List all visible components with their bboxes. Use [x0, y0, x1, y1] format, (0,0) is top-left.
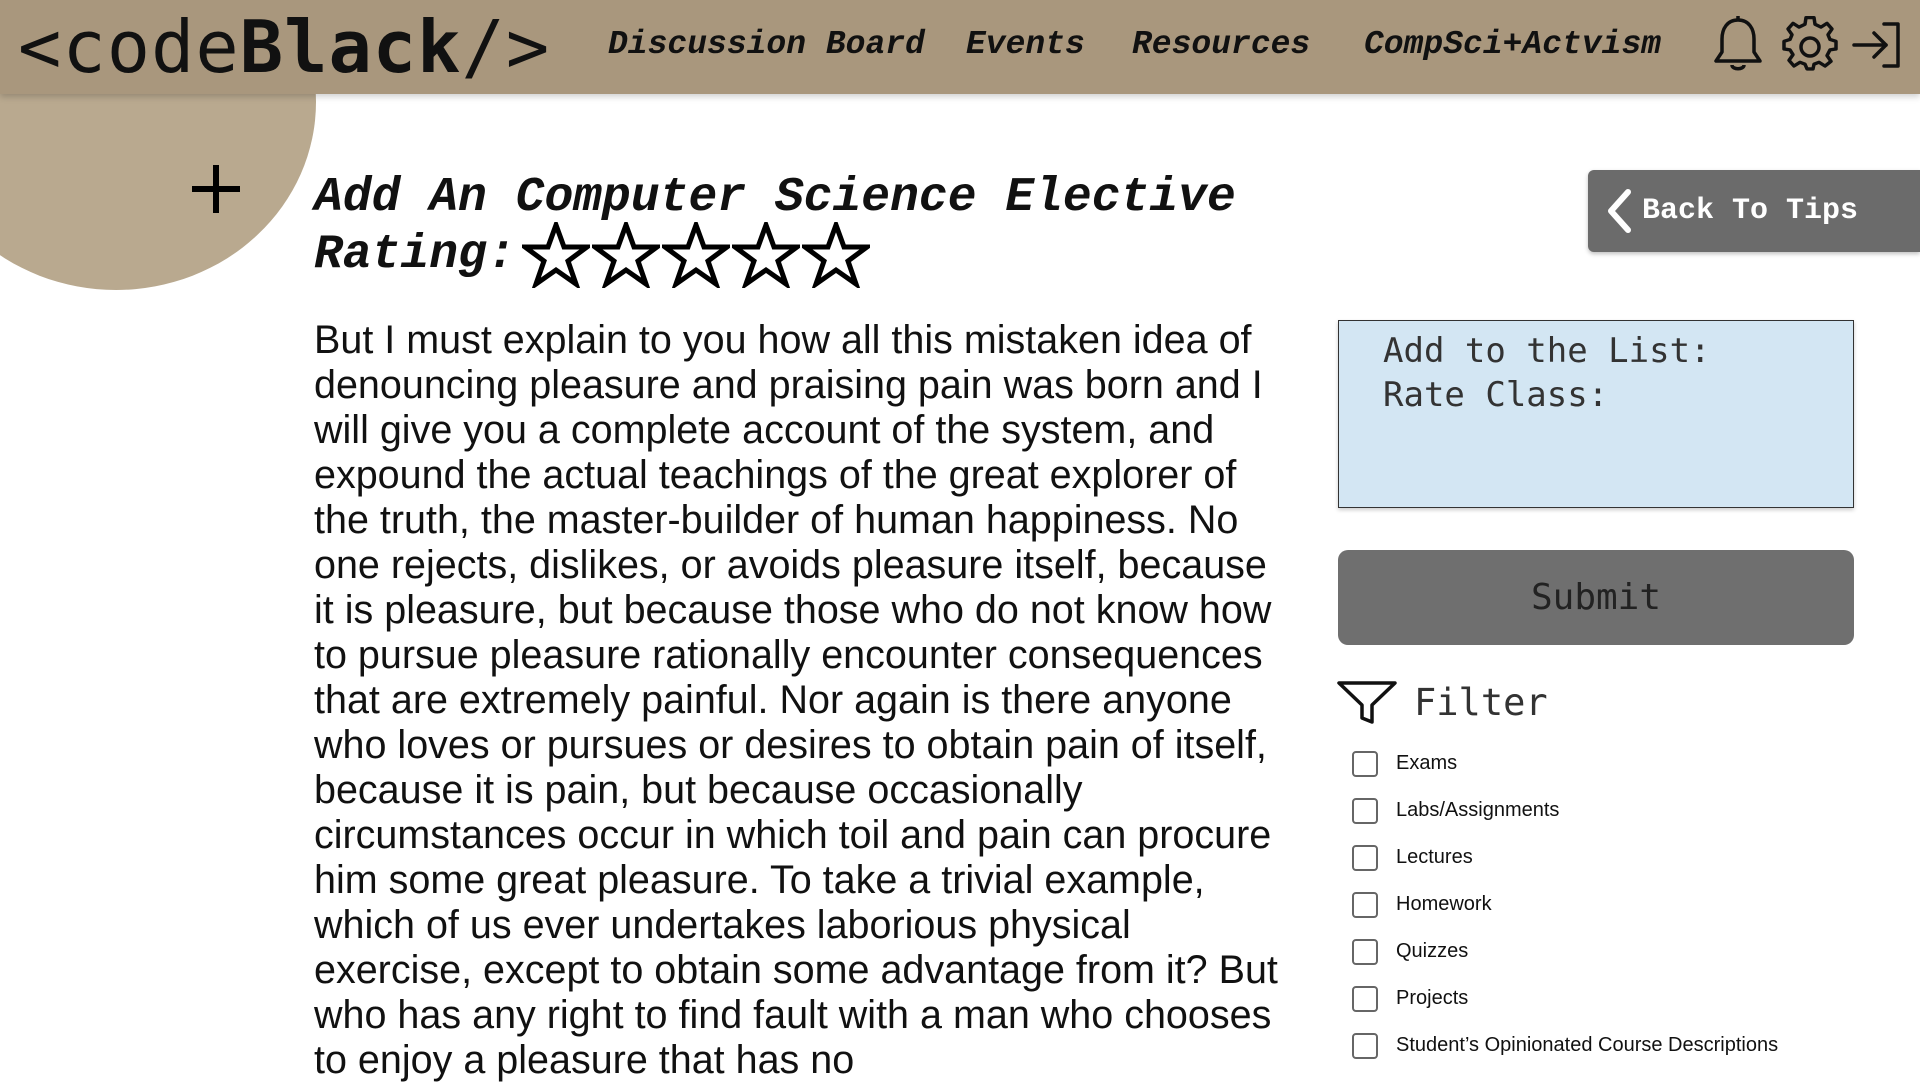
filter-item-projects[interactable]	[1352, 975, 1778, 1022]
filter-label: Filter	[1414, 680, 1548, 724]
checkbox-opinionated-descriptions[interactable]	[1352, 1033, 1378, 1059]
filter-item-opinionated-descriptions[interactable]	[1352, 1022, 1778, 1069]
bell-icon[interactable]	[1710, 14, 1766, 76]
nav-resources[interactable]: Resources	[1132, 26, 1311, 63]
filter-header	[1336, 678, 1548, 726]
filter-item-label: Exams	[1396, 752, 1458, 774]
filter-item-homework[interactable]	[1352, 881, 1778, 928]
back-to-tips-label: Back To Tips	[1642, 194, 1859, 228]
star-icon-1[interactable]	[522, 222, 590, 288]
add-plus-icon[interactable]	[190, 163, 242, 215]
rate-class-label: Rate Class:	[1383, 375, 1609, 415]
logo-suffix: />	[461, 5, 551, 89]
logout-icon[interactable]	[1850, 14, 1906, 76]
filter-item-labs-assignments[interactable]	[1352, 787, 1778, 834]
filter-list	[1352, 740, 1778, 1069]
checkbox-homework[interactable]	[1352, 892, 1378, 918]
elective-description-text: But I must explain to you how all this mistaken idea of denouncing pleasure and praising pain was born and I will give you a complete account of the system, and expound the actual teachings of the great explorer of the truth, the master-builder of human happiness. No one rejects, dislikes, or avoids pleasure itself, because it is pleasure, but because those who do not know how to pursue pleasure rationally encounter consequences that are extremely painful. Nor again is there anyone who loves or pursues or desires to obtain pain of itself, because it is pain, but because occasionally circumstances occur in which toil and pain can procure him some great pleasure. To take a trivial example, which of us ever undertakes laborious physical exercise, except to obtain some advantage from it? But who has any right to find fault with a man who chooses to enjoy a pleasure that has no	[314, 318, 1278, 1082]
nav-compsci-activism[interactable]: CompSci+Actvism	[1364, 26, 1662, 63]
submit-button[interactable]: Submit	[1338, 550, 1854, 645]
filter-item-label: Student’s Opinionated Course Descriptions	[1396, 1034, 1779, 1056]
checkbox-projects[interactable]	[1352, 986, 1378, 1012]
filter-funnel-icon[interactable]	[1336, 678, 1398, 726]
checkbox-exams[interactable]	[1352, 751, 1378, 777]
checkbox-labs-assignments[interactable]	[1352, 798, 1378, 824]
nav-events[interactable]: Events	[966, 26, 1085, 63]
checkbox-lectures[interactable]	[1352, 845, 1378, 871]
gear-icon[interactable]	[1782, 14, 1838, 76]
filter-item-label: Projects	[1396, 987, 1469, 1009]
chevron-left-icon	[1606, 188, 1632, 234]
logo[interactable]	[18, 2, 550, 92]
top-navigation-bar	[0, 0, 1920, 94]
star-icon-5[interactable]	[802, 222, 870, 288]
filter-item-exams[interactable]	[1352, 740, 1778, 787]
logo-bold: Black	[239, 5, 462, 89]
logo-prefix: <code	[18, 5, 240, 89]
filter-item-label: Labs/Assignments	[1396, 799, 1560, 821]
back-to-tips-button[interactable]	[1588, 170, 1920, 252]
rating-label: Rating:	[314, 228, 516, 282]
star-icon-2[interactable]	[592, 222, 660, 288]
filter-item-label: Quizzes	[1396, 940, 1469, 962]
checkbox-quizzes[interactable]	[1352, 939, 1378, 965]
filter-item-label: Homework	[1396, 893, 1492, 915]
filter-item-lectures[interactable]	[1352, 834, 1778, 881]
rating-row	[314, 222, 872, 288]
filter-item-label: Lectures	[1396, 846, 1473, 868]
add-to-list-textbox[interactable]	[1338, 320, 1854, 508]
star-icon-4[interactable]	[732, 222, 800, 288]
nav-discussion-board[interactable]: Discussion Board	[608, 26, 925, 63]
star-icon-3[interactable]	[662, 222, 730, 288]
add-to-list-label: Add to the List:	[1383, 331, 1711, 371]
page-title: Add An Computer Science Elective	[314, 171, 1236, 225]
filter-item-quizzes[interactable]	[1352, 928, 1778, 975]
